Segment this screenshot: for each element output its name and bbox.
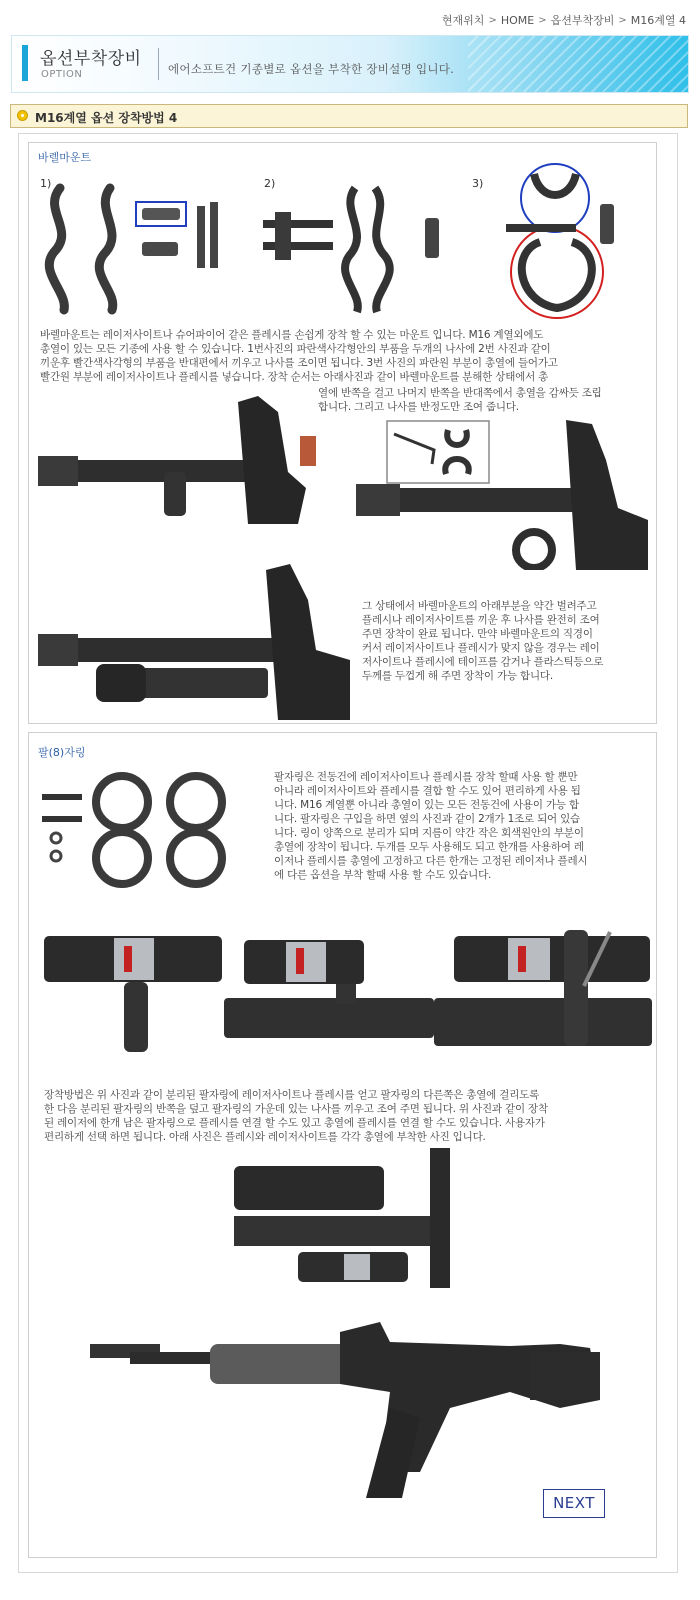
text-line: 저사이트나 플레시에 테이프를 감거나 플라스틱등으로	[362, 656, 604, 668]
text-line: 주면 장착이 완료 됩니다. 만약 바렐마운트의 직경이	[362, 628, 593, 640]
breadcrumb	[442, 12, 686, 28]
breadcrumb-page-link[interactable]: M16계열 4	[630, 14, 686, 27]
page-subtitle: OPTION	[41, 69, 83, 80]
text-line: 빨간원 부분에 레이저사이트나 플레시를 넣습니다. 장착 순서는 아래사진과 같이 바렐마운트를 분해한 상태에서 총	[40, 371, 549, 383]
text-line: 두께를 두껍게 해 주면 장착이 가능 합니다.	[362, 670, 553, 682]
step-label-1: 1)	[40, 177, 52, 190]
barrel-mount-assembly-photo	[255, 180, 455, 320]
text-line: 팔자링은 전동건에 레이저사이트나 플레시를 장착 할때 사용 할 뿐만	[274, 771, 578, 783]
page-title: 옵션부착장비	[40, 49, 142, 69]
text-line: 총열에 장착이 됩니다. 두개를 모두 사용해도 되고 한개를 사용하여 레	[274, 841, 584, 853]
section-title: M16계열 옵션 장착방법 4	[35, 111, 178, 125]
text-line: 장착방법은 위 사진과 같이 분리된 팔자링에 레이저사이트나 플레시를 얻고 팔자링의 다른쪽은 총열에 걸리도록	[44, 1089, 540, 1101]
next-button[interactable]: NEXT	[543, 1489, 605, 1518]
text-line: 니다. 팔자링은 구입을 하면 옆의 사진과 같이 2개가 1조로 되어 있습	[274, 813, 580, 825]
chevron-right-icon: >	[488, 14, 497, 26]
page-description: 에어소프트건 기종별로 옵션을 부착한 장비설명 입니다.	[168, 62, 455, 76]
barrel-mount-paragraph-1	[40, 328, 658, 384]
rifle-barrel-mount-closeup-photo	[356, 420, 648, 570]
barrel-mount-paragraph-2	[318, 386, 658, 414]
text-line: 이저나 플레시를 총열에 고정하고 다른 한개는 고정된 레이저나 플레시	[274, 855, 588, 867]
text-line: 플레시나 레이저사이트를 끼운 후 나사를 완전히 조여	[362, 614, 600, 626]
eight-ring-paragraph-1	[274, 770, 658, 882]
breadcrumb-category-link[interactable]: 옵션부착장비	[550, 14, 615, 27]
text-line: 끼운후 빨간색사각형의 부품을 반대편에서 끼우고 나사를 조이면 됩니다. 3번 사진의 파란원 부분이 총열에 들어가고	[40, 357, 558, 369]
laser-ring-photo-1	[44, 926, 224, 1056]
text-line: 총열이 있는 모든 기종에 사용 할 수 있습니다. 1번사진의 파란색사각형안의 부품을 두개의 나사에 2번 사진과 같이	[40, 343, 551, 355]
header-banner	[11, 35, 689, 93]
rifle-flashlight-mount-photo	[38, 560, 350, 720]
text-line: 니다. 링이 양쪽으로 분리가 되며 지름이 약간 작은 회색원안의 부분이	[274, 827, 584, 839]
bullet-icon	[17, 110, 28, 121]
banner-accent-bar	[22, 45, 28, 81]
barrel-mount-assembled-photo	[500, 162, 630, 322]
breadcrumb-current-label: 현재위치	[441, 14, 485, 27]
laser-ring-photo-3	[434, 926, 652, 1056]
eight-ring-parts-photo	[40, 766, 240, 896]
section-title-bar	[10, 104, 688, 128]
text-line: 합니다. 그리고 나사를 반정도만 조여 줍니다.	[318, 401, 519, 413]
step-label-3: 3)	[472, 177, 484, 190]
text-line: 에 다른 옵션을 부착 할때 사용 할 수도 있습니다.	[274, 869, 492, 881]
text-line: 아니라 레이저사이트와 플레시를 결합 할 수도 있어 편리하게 사용 됩	[274, 785, 581, 797]
text-line: 그 상태에서 바렐마운트의 아래부분을 약간 벌려주고	[362, 600, 597, 612]
text-line: 니다. M16 계열뿐 아니라 총열이 있는 모든 전동건에 사용이 가능 합	[274, 799, 579, 811]
eight-ring-title: 팔(8)자링	[38, 746, 86, 759]
eight-ring-paragraph-2	[44, 1088, 658, 1144]
chevron-right-icon: >	[618, 14, 627, 26]
breadcrumb-home-link[interactable]: HOME	[500, 13, 535, 27]
barrel-mount-paragraph-3	[362, 599, 658, 683]
text-line: 열에 반쪽을 걸고 나머지 반쪽을 반대쪽에서 총열을 감싸듯 조립	[318, 387, 602, 399]
barrel-mount-title: 바렐마운트	[38, 151, 92, 164]
banner-divider	[158, 48, 159, 80]
chevron-right-icon: >	[538, 14, 547, 26]
flashlight-laser-barrel-photo	[234, 1148, 464, 1288]
barrel-mount-parts-photo	[38, 180, 238, 320]
step-label-2: 2)	[264, 177, 276, 190]
text-line: 바렐마운트는 레이저사이트나 슈어파이어 같은 플레시를 손쉽게 장착 할 수 있는 마운트 입니다. M16 계열외에도	[40, 329, 544, 341]
full-rifle-photo	[90, 1322, 610, 1498]
banner-decoration	[468, 36, 688, 93]
laser-ring-photo-2	[224, 926, 434, 1056]
text-line: 편리하게 선택 하면 됩니다. 아래 사진은 플레시와 레이저사이트를 각각 총열에 부착한 사진 입니다.	[44, 1131, 486, 1143]
text-line: 된 레이저에 한개 남은 팔자링으로 플레시를 연결 할 수도 있고 총열에 플레시를 연결 할 수도 있습니다. 사용자가	[44, 1117, 545, 1129]
text-line: 커서 레이저사이트나 플레시가 맞지 않을 경우는 레이	[362, 642, 600, 654]
text-line: 한 다음 분리된 팔자링의 반쪽을 덮고 팔자링의 가운데 있는 나사를 끼우고 조여 주면 됩니다. 위 사진과 같이 장착	[44, 1103, 548, 1115]
rifle-barrel-mount-photo	[38, 392, 316, 524]
